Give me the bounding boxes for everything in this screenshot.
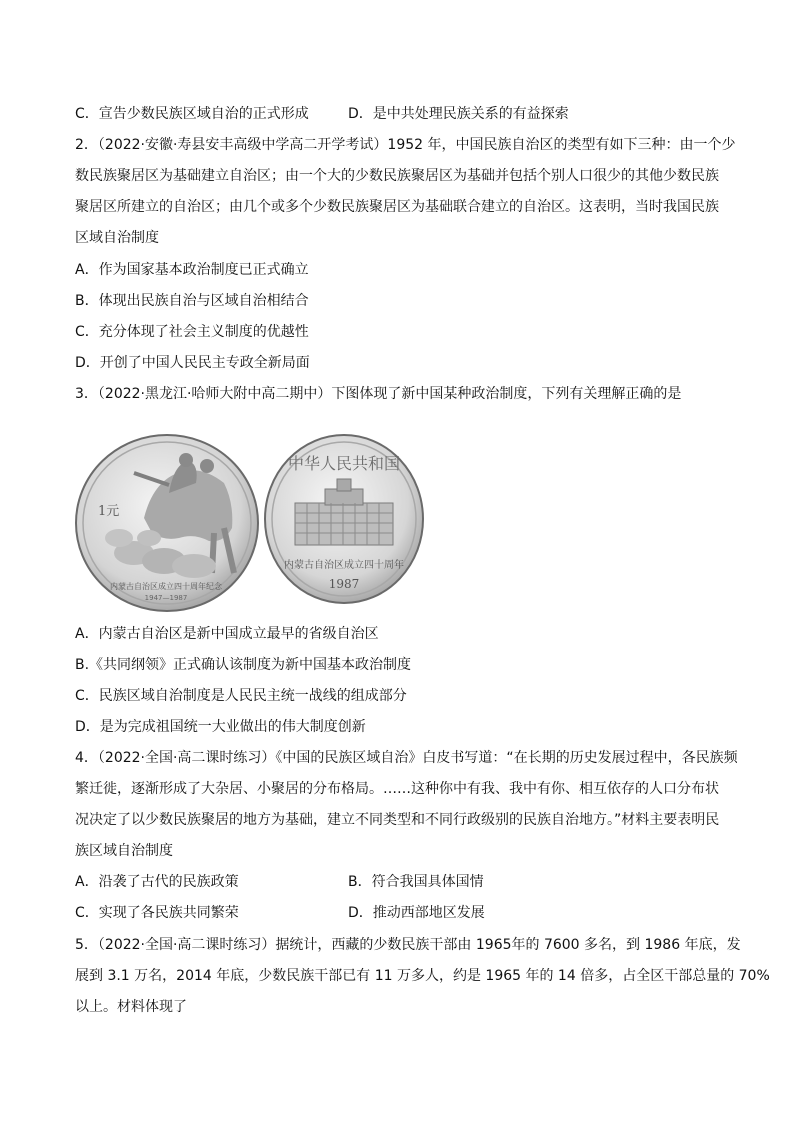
q3-option-c: C．民族区域自治制度是人民民主统一战线的组成部分: [75, 688, 407, 704]
q2-option-b: B．体现出民族自治与区域自治相结合: [75, 293, 309, 309]
q4-stem-line: 4．（2022·全国·高二课时练习）《中国的民族区域自治》白皮书写道：“在长期的历史发展过程中，各民族频: [75, 750, 738, 766]
coin-front-years: 1947—1987: [144, 594, 188, 602]
q5-stem-line: 以上。材料体现了: [75, 999, 187, 1015]
q2-option-a: A．作为国家基本政治制度已正式确立: [75, 262, 309, 278]
q1-option-d: D．是中共处理民族关系的有益探索: [348, 106, 569, 122]
q2-stem-line: 区域自治制度: [75, 230, 159, 246]
coin-back-year: 1987: [328, 577, 360, 591]
q2-stem-line: 2．（2022·安徽·寿县安丰高级中学高二开学考试）1952 年，中国民族自治区的类型有如下三种：由一个少: [75, 137, 736, 153]
q4-option-b: B．符合我国具体国情: [348, 874, 484, 890]
coin-front-caption: 内蒙古自治区成立四十周年纪念: [110, 582, 222, 591]
coin-back-caption: 内蒙古自治区成立四十周年: [284, 560, 404, 571]
q4-stem-line: 繁迁徙，逐渐形成了大杂居、小聚居的分布格局。……这种你中有我、我中有你、相互依存的人口分布状: [75, 781, 719, 797]
q1-option-c: C．宣告少数民族区域自治的正式形成: [75, 106, 309, 122]
coin-front-image: [74, 433, 260, 613]
q3-stem: 3．（2022·黑龙江·哈师大附中高二期中）下图体现了新中国某种政治制度，下列有关理解正确的是: [75, 386, 682, 402]
q4-stem-line: 况决定了以少数民族聚居的地方为基础，建立不同类型和不同行政级别的民族自治地方。”材料主要表明民: [75, 812, 720, 828]
q4-option-c: C．实现了各民族共同繁荣: [75, 905, 239, 921]
q5-stem-line: 5．（2022·全国·高二课时练习）据统计，西藏的少数民族干部由 1965年的 7600 多名，到 1986 年底，发: [75, 937, 741, 953]
q3-option-a: A．内蒙古自治区是新中国成立最早的省级自治区: [75, 626, 379, 642]
q5-stem-line: 展到 3.1 万名，2014 年底，少数民族干部已有 11 万多人，约是 1965 年的 14 倍多，占全区干部总量的 70%: [75, 968, 770, 984]
q2-stem-line: 聚居区所建立的自治区；由几个或多个少数民族聚居区为基础联合建立的自治区。这表明，当时我国民族: [75, 199, 719, 215]
q3-option-d: D．是为完成祖国统一大业做出的伟大制度创新: [75, 719, 366, 735]
q2-option-d: D．开创了中国人民民主专政全新局面: [75, 355, 310, 371]
q2-stem-line: 数民族聚居区为基础建立自治区；由一个大的少数民族聚居区为基础并包括个别人口很少的其他少数民族: [75, 168, 719, 184]
q4-stem-line: 族区域自治制度: [75, 843, 173, 859]
q3-option-b: B.《共同纲领》正式确认该制度为新中国基本政治制度: [75, 657, 412, 673]
coin-back-image: [263, 433, 425, 605]
q4-option-a: A．沿袭了古代的民族政策: [75, 874, 239, 890]
q2-option-c: C．充分体现了社会主义制度的优越性: [75, 324, 309, 340]
coin-front-denomination: 1元: [98, 504, 120, 519]
q4-option-d: D．推动西部地区发展: [348, 905, 485, 921]
coin-back-country: 中华人民共和国: [287, 454, 401, 473]
